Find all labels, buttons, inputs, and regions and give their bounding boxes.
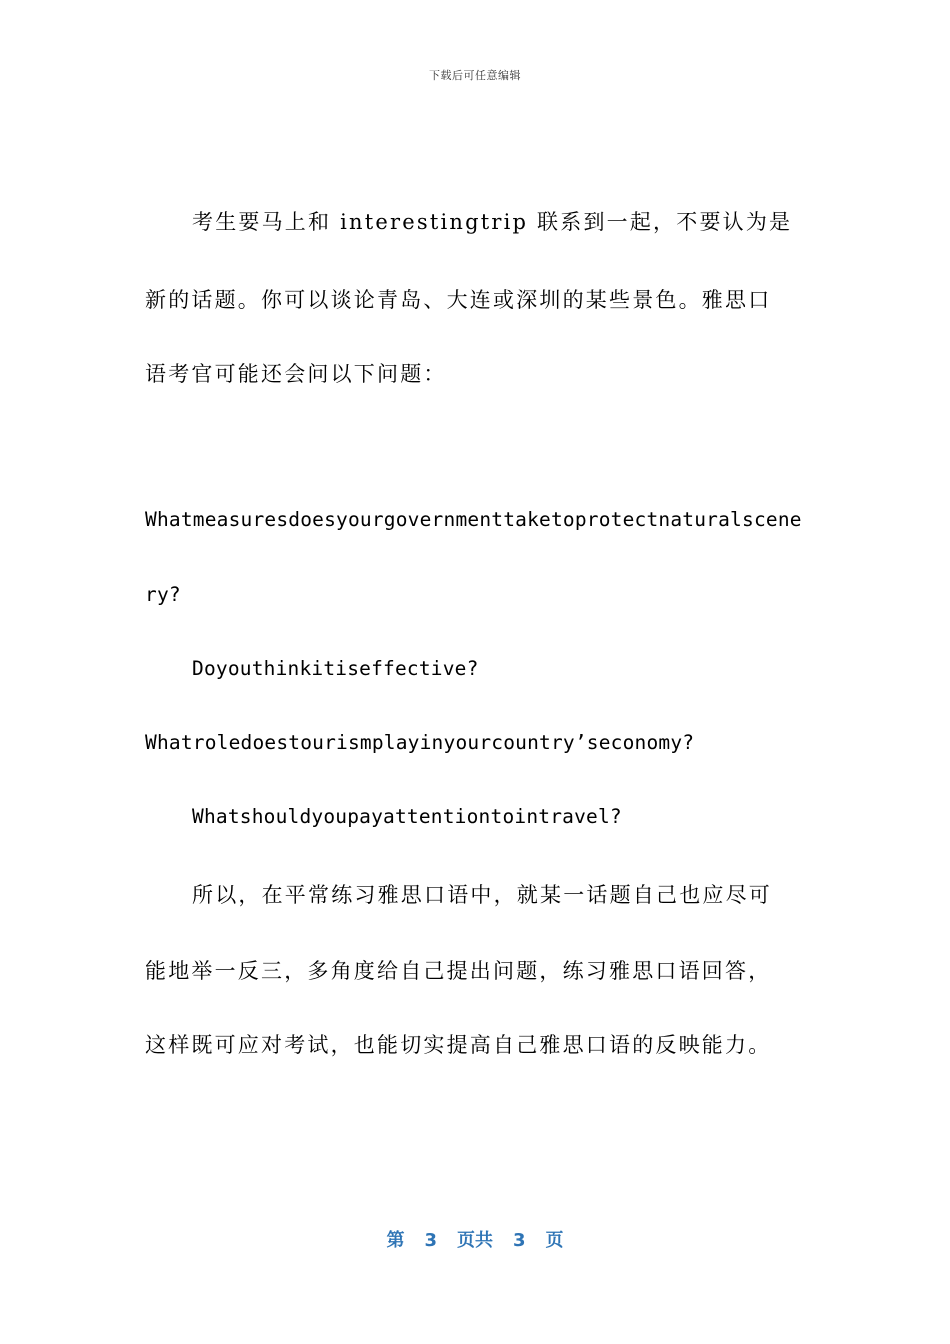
question-1-line-2: ry? [145,583,181,606]
paragraph-1-line-1: 考生要马上和 interestingtrip 联系到一起，不要认为是 [192,210,793,234]
footer-page-total: 3 [513,1230,526,1251]
question-2: Doyouthinkitiseffective? [192,657,479,680]
paragraph-1-line-2: 新的话题。你可以谈论青岛、大连或深圳的某些景色。雅思口 [145,288,772,312]
paragraph-1-line-3: 语考官可能还会问以下问题： [145,362,447,386]
question-3: Whatroledoestourismplayinyourcountry’seconomy? [145,731,695,754]
paragraph-2-line-1: 所以，在平常练习雅思口语中，就某一话题自己也应尽可 [192,883,772,907]
page-footer [0,1226,950,1252]
question-1-line-1: Whatmeasuresdoesyourgovernmenttaketoprotectnaturalscene [145,508,802,531]
footer-page-current: 3 [424,1230,437,1251]
paragraph-2-line-2: 能地举一反三，多角度给自己提出问题，练习雅思口语回答， [145,959,772,983]
page-header: 下载后可任意编辑 [429,69,521,82]
footer-label-di: 第 [386,1230,405,1251]
paragraph-2-line-3: 这样既可应对考试，也能切实提高自己雅思口语的反映能力。 [145,1033,772,1057]
question-4: Whatshouldyoupayattentiontointravel? [192,805,622,828]
footer-label-ye-gong: 页共 [457,1230,493,1251]
footer-label-ye: 页 [545,1230,564,1251]
